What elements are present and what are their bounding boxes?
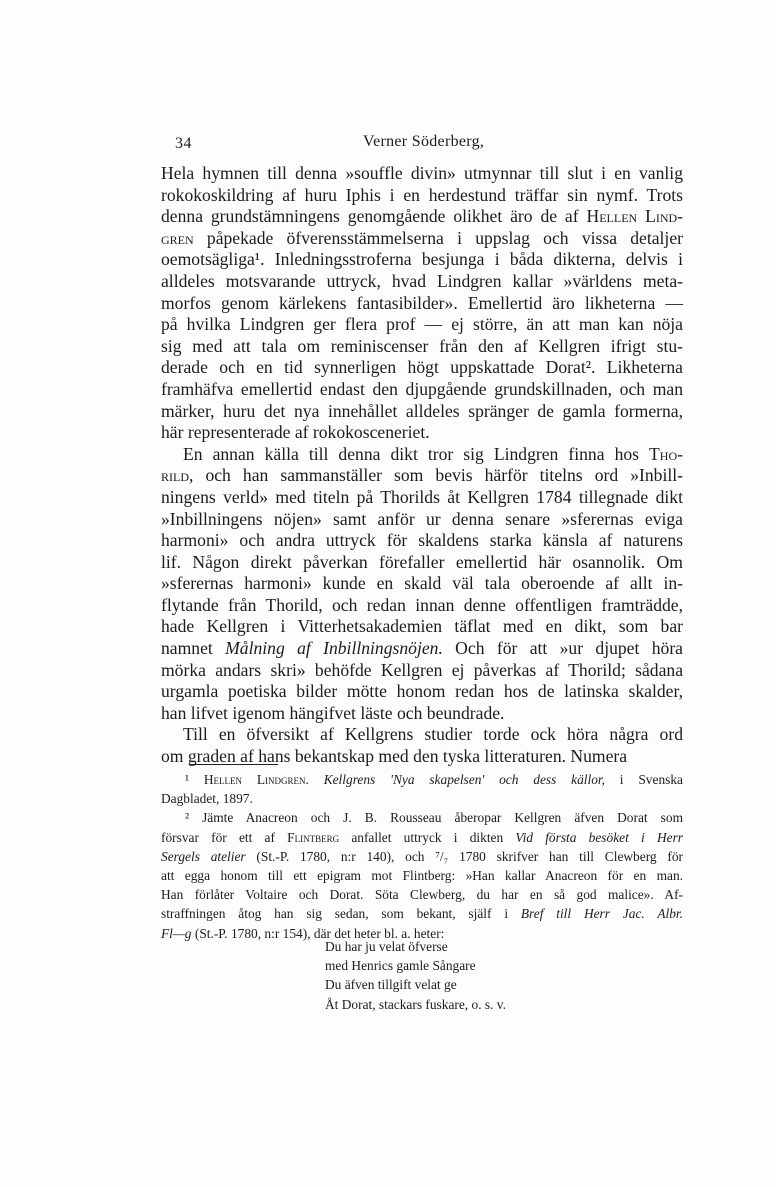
text-run: Hela hymnen till denna »souffle divin» utmynnar till slut i en vanlig — [161, 163, 683, 183]
text-line — [161, 422, 683, 444]
text-line — [161, 595, 683, 617]
text-line — [161, 271, 683, 293]
text-line — [161, 530, 683, 552]
verse-line: Du har ju velat öfverse — [325, 939, 448, 954]
text-run: försvar för ett af — [161, 829, 288, 845]
text-run: straffningen åtog han sig sedan, som bekant, själf i — [161, 906, 521, 922]
small-caps-name: Hellen Lindgren — [203, 772, 306, 787]
italic-title: Vid första besöket i Herr — [515, 829, 683, 845]
footnote-line — [161, 847, 683, 866]
text-run: morfos genom kärlekens fantasibilder». Emellertid äro likheterna — — [161, 292, 683, 313]
text-line — [161, 660, 683, 682]
text-run: Och för att »ur djupet höra — [442, 638, 683, 659]
text-run: Dagbladet, 1897. — [161, 791, 253, 807]
text-run: denna grundstämningens genomgående olikhet äro de af — [161, 206, 587, 227]
verse-line: med Henrics gamle Sångare — [325, 958, 476, 974]
footnotes — [161, 770, 683, 943]
text-line — [161, 509, 683, 531]
text-line — [161, 465, 683, 487]
text-line — [161, 163, 683, 185]
page-header — [163, 131, 683, 155]
text-run: i Svenska — [604, 772, 683, 787]
small-caps-name: Hellen Lind- — [586, 206, 684, 227]
text-run: urgamla poetiska bilder mötte honom redan hos de latinska skalder, — [161, 681, 683, 702]
text-run: lif. Någon direkt påverkan förefaller emellertid här osannolik. Om — [161, 551, 683, 572]
text-run: han lifvet igenom hängifvet läste och beundrade. — [161, 702, 505, 723]
text-run: mörka andars skri» behöfde Kellgren ej påverkas af Thorild; sådana — [161, 659, 683, 680]
text-line — [161, 357, 683, 379]
text-run: påpekade öfverensstämmelserna i uppslag och vissa detaljer — [193, 227, 683, 248]
text-run: sig med att tala om reminiscenser från den af Kellgren ifrigt stu- — [161, 335, 683, 356]
text-line — [161, 638, 683, 660]
text-line — [161, 228, 683, 250]
body-text — [161, 163, 683, 768]
italic-title: Målning af Inbillningsnöjen. — [225, 638, 443, 659]
text-run: framhäfva emellertid endast den djupgående grundskillnaden, och man — [161, 378, 683, 399]
footnote-line — [161, 885, 683, 904]
footnote-line — [161, 904, 683, 923]
verse-line: Du äfven tillgift velat ge — [325, 977, 457, 993]
text-run: oemotsägliga¹. Inledningsstroferna besjunga i båda dikterna, delvis i — [161, 249, 683, 270]
text-line — [161, 681, 683, 703]
text-run: flytande från Thorild, och redan innan denne offentligen framträdde, — [161, 594, 683, 615]
text-run: , och han sammanställer som bevis härför titelns ord »Inbill- — [189, 465, 683, 486]
text-line — [161, 314, 683, 336]
text-run: derade och en tid synnerligen högt uppskattade Dorat². Likheterna — [161, 357, 683, 378]
text-run: alldeles motsvarande uttryck, hvad Lindgren kallar »världens meta- — [161, 270, 683, 291]
text-run: namnet — [161, 638, 226, 659]
text-run: ningens verld» med titeln på Thorilds åt Kellgren 1784 tillegnade dikt — [161, 486, 683, 507]
text-line — [161, 293, 683, 315]
text-line — [161, 379, 683, 401]
text-line — [161, 703, 683, 725]
text-run: att egga honom till ett epigram mot Flintberg: »Han kallar Anacreon för en man. — [161, 867, 683, 883]
text-line — [161, 249, 683, 271]
text-run: »Inbillningens nöjen» samt anför ur denna senare »sferernas eviga — [161, 508, 683, 529]
italic-title: Sergels atelier — [161, 848, 246, 864]
italic-title: Bref till Herr Jac. Albr. — [520, 906, 683, 922]
text-line — [161, 336, 683, 358]
text-line — [161, 185, 683, 207]
footnote-line — [161, 770, 683, 789]
footnote-line — [161, 789, 683, 808]
text-line — [161, 724, 683, 746]
footnote-line — [161, 866, 683, 885]
text-run: Han förlåter Voltaire och Dorat. Söta Clewberg, du har en så god malice». Af- — [161, 887, 683, 903]
text-run: (St.-P. 1780, n:r 140), och ⁷/₇ 1780 skrifver han till Clewberg för — [245, 848, 683, 864]
text-run: hade Kellgren i Vitterhetsakademien täflat med en dikt, som bar — [161, 616, 683, 637]
text-line — [161, 206, 683, 228]
small-caps-name: Tho- — [649, 443, 683, 464]
italic-title: Kellgrens 'Nya skapelsen' och dess källor, — [323, 772, 605, 787]
text-line — [161, 444, 683, 466]
running-head: Verner Söderberg, — [363, 133, 485, 150]
text-run: på hvilka Lindgren ger flera prof — ej större, än att man kan nöja — [161, 314, 683, 335]
text-run: ¹ — [185, 772, 204, 787]
text-run: »sferernas harmoni» kunde en skald väl tala oberoende af allt in- — [161, 573, 683, 594]
footnote-rule — [190, 764, 278, 765]
verse-line: Åt Dorat, stackars fuskare, o. s. v. — [325, 996, 506, 1012]
page-number: 34 — [175, 135, 192, 152]
small-caps-name: Flintberg — [287, 829, 340, 845]
italic-title: Fl—g — [161, 925, 192, 941]
small-caps-name: gren — [161, 227, 194, 248]
text-run: ² Jämte Anacreon och J. B. Rousseau åberopar Kellgren äfven Dorat som — [185, 810, 683, 826]
text-line — [161, 552, 683, 574]
text-line — [161, 401, 683, 423]
text-run: . — [305, 772, 324, 787]
verse-quotation — [325, 937, 506, 1014]
text-line — [161, 573, 683, 595]
footnote-line — [161, 828, 683, 847]
text-run: harmoni» och andra uttryck för skaldens starka känsla af naturens — [161, 530, 683, 551]
text-run: Till en öfversikt af Kellgrens studier torde ock höra några ord — [183, 724, 683, 745]
small-caps-name: rild — [161, 465, 189, 486]
text-run: (St.-P. 1780, n:r 154), där det heter bl. a. heter: — [191, 925, 445, 941]
text-run: om graden af hans bekantskap med den tyska litteraturen. Numera — [161, 746, 628, 767]
footnote-line — [161, 808, 683, 827]
text-run: märker, huru det nya innehållet alldeles spränger de gamla formerna, — [161, 400, 683, 421]
text-run: En annan källa till denna dikt tror sig Lindgren finna hos — [183, 443, 650, 464]
text-line — [161, 487, 683, 509]
text-run: anfallet uttryck i dikten — [339, 829, 516, 845]
text-run: här representerade af rokokosceneriet. — [161, 422, 430, 443]
text-line — [161, 616, 683, 638]
text-run: rokokoskildring af huru Iphis i en herdestund träffar sin nymf. Trots — [161, 184, 683, 205]
